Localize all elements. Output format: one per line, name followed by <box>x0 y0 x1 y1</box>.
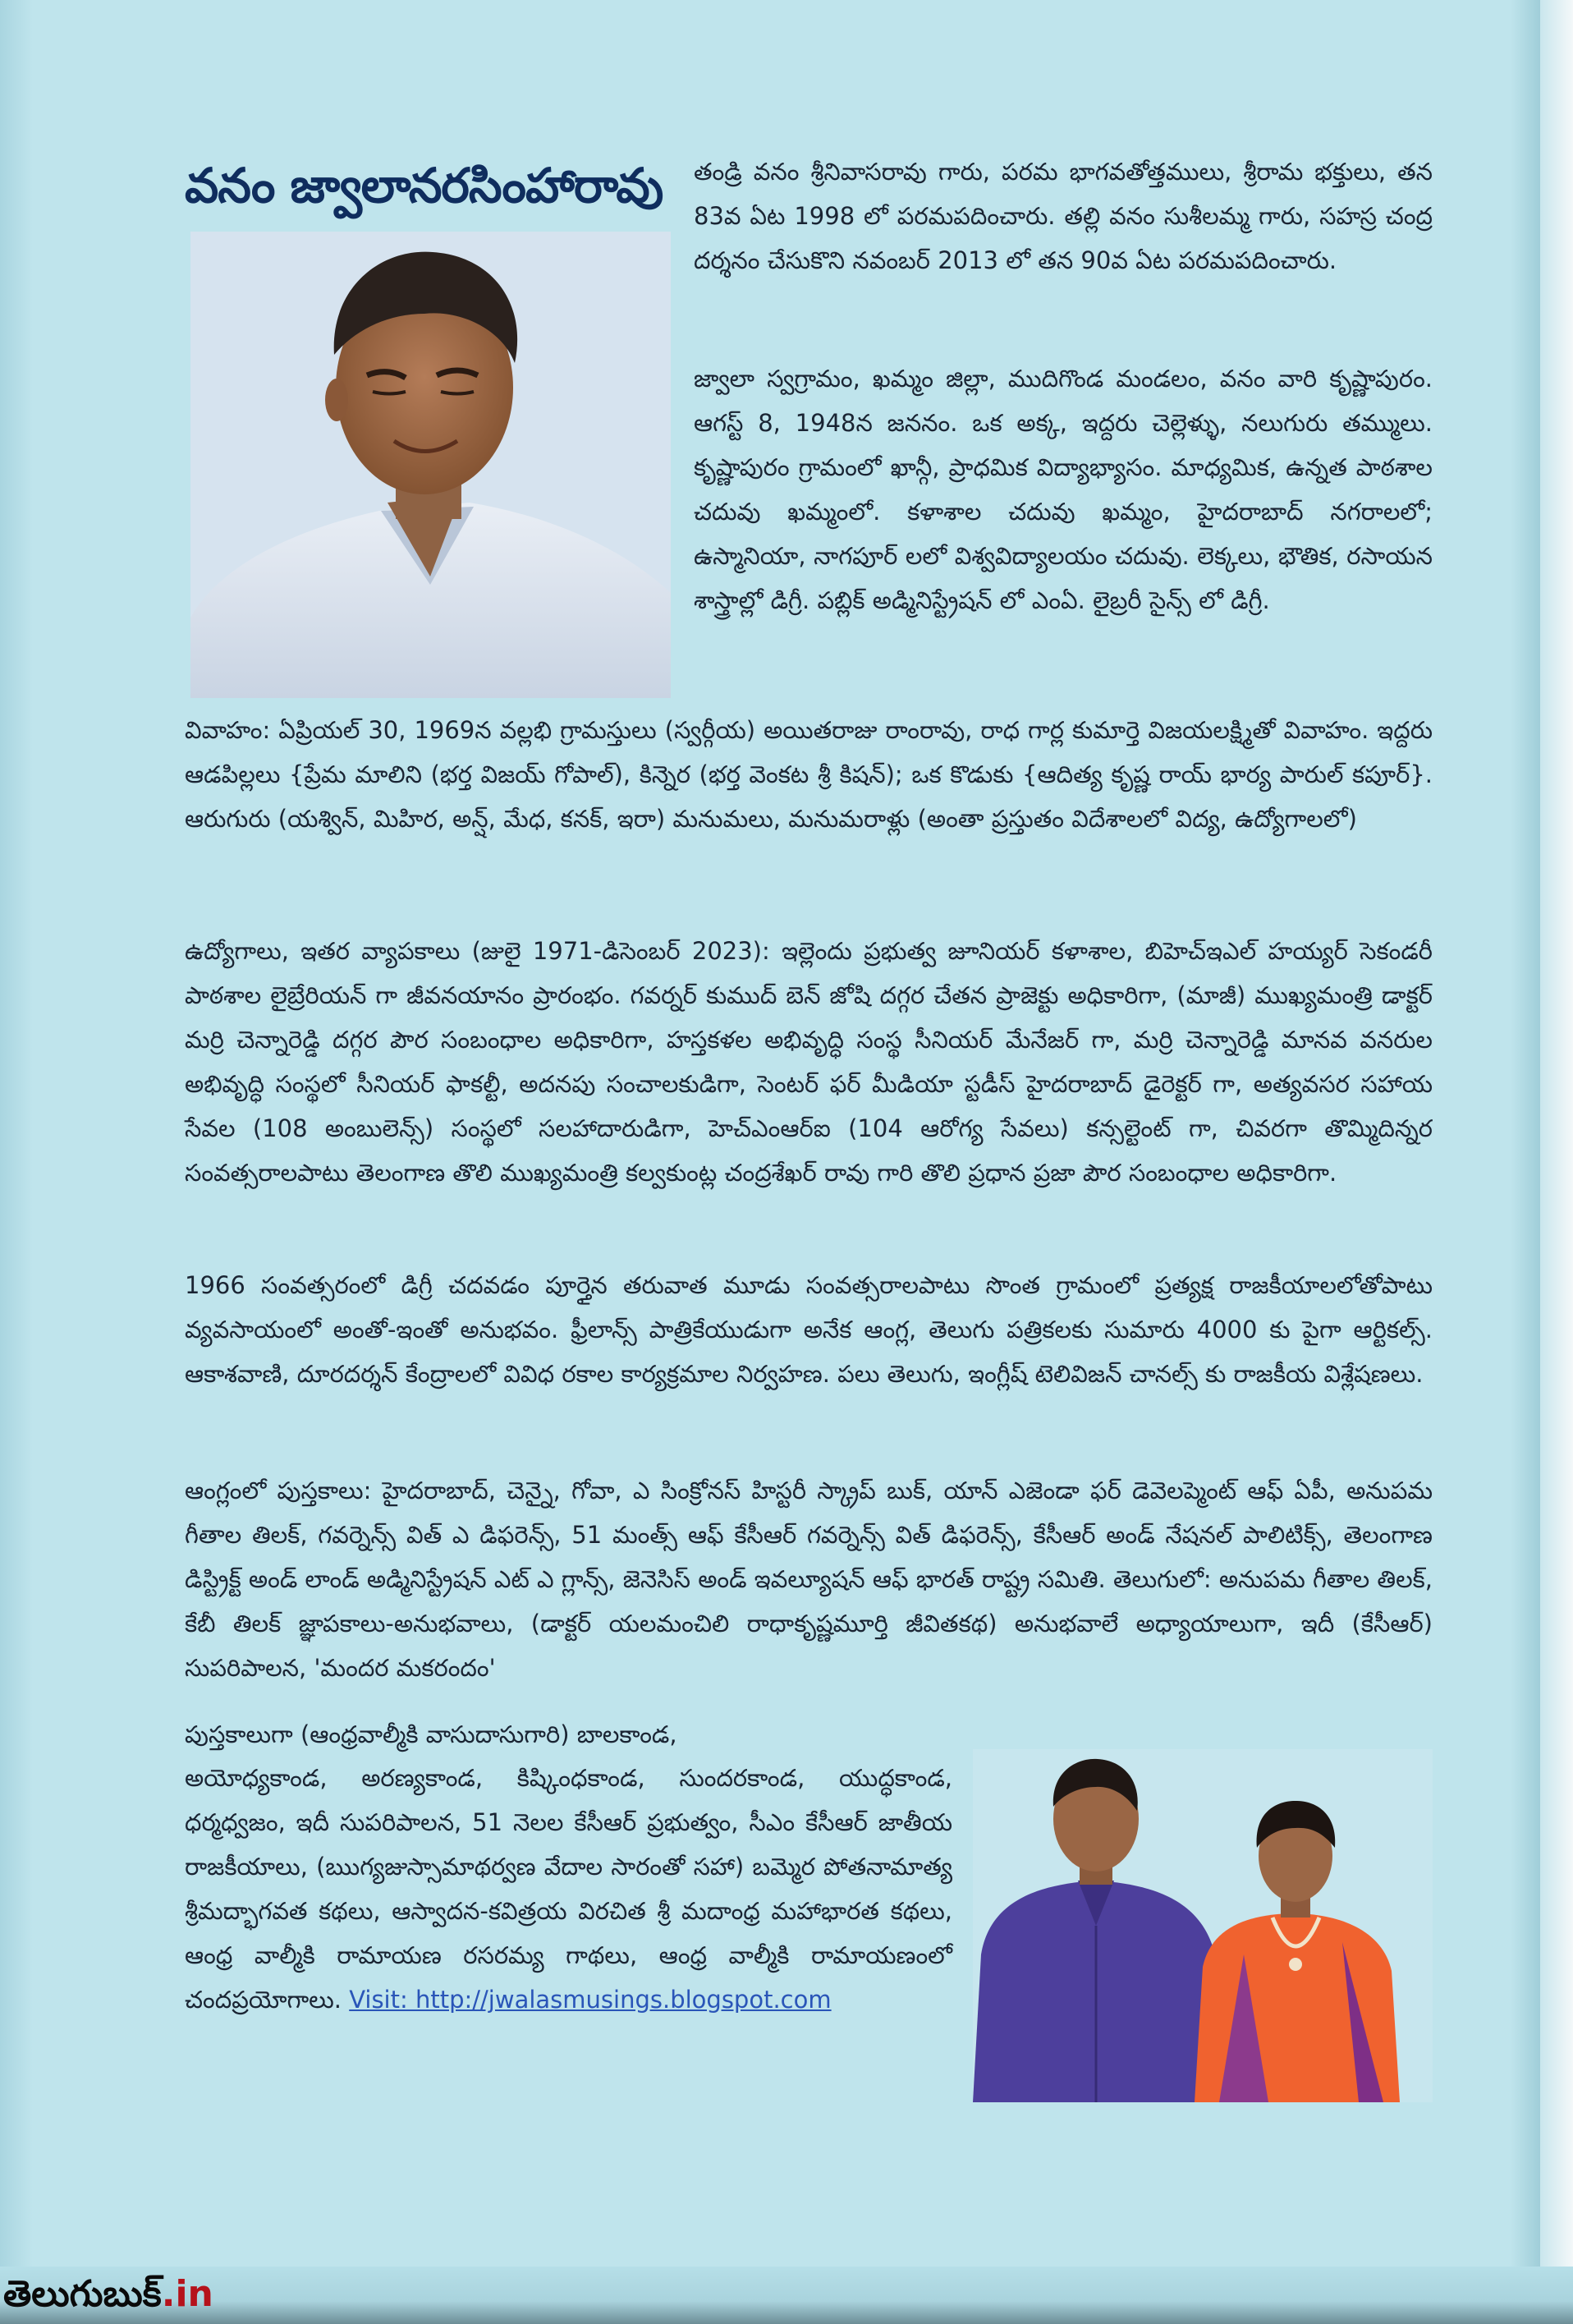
bio-paragraph-journalism: 1966 సంవత్సరంలో డిగ్రీ చదవడం పూర్తైన తరువాత మూడు సంవత్సరాలపాటు సొంత గ్రామంలో ప్రత్యక్ష రాజకీయాలలోతోపాటు వ్యవసాయంలో అంతో-ఇంతో అనుభవం. ఫ్రీలాన్స్ పాత్రికేయుడుగా అనేక ఆంగ్ల, తెలుగు పత్రికలకు సుమారు 4000 కు పైగా ఆర్టికల్స్. ఆకాశవాణి, దూరదర్శన్ కేంద్రాలలో వివిధ రకాల కార్యక్రమాల నిర్వహణ. పలు తెలుగు, ఇంగ్లీష్ టెలివిజన్ చానల్స్ కు రాజకీయ విశ్లేషణలు. <box>185 1271 1433 1388</box>
bio-paragraph-birth-education: జ్వాలా స్వగ్రామం, ఖమ్మం జిల్లా, ముదిగొండ మండలం, వనం వారి కృష్ణాపురం. ఆగస్ట్ 8, 1948న జననం. ఒక అక్క, ఇద్దరు చెల్లెళ్ళు, నలుగురు తమ్ములు. కృష్ణాపురం గ్రామంలో ఖాన్గీ, ప్రాధమిక విద్యాభ్యాసం. మాధ్యమిక, ఉన్నత పాఠశాల చదువు ఖమ్మంలో. కళాశాల చదువు ఖమ్మం, హైదరాబాద్ నగరాలలో; ఉస్మానియా, నాగపూర్ లలో విశ్వవిద్యాలయం చదువు. లెక్కలు, భౌతిక, రసాయన శాస్త్రాల్లో డిగ్రీ. పబ్లిక్ అడ్మినిస్ట్రేషన్ లో ఎంఏ. లైబ్రరీ సైన్స్ లో డిగ్రీ. <box>694 365 1433 614</box>
bio-paragraph-books: ఆంగ్లంలో పుస్తకాలు: హైదరాబాద్, చెన్నై, గోవా, ఎ సింక్రోనస్ హిస్టరీ స్క్రాప్ బుక్, యాన్ ఎజెండా ఫర్ డెవెలప్మెంట్ ఆఫ్ ఏపీ, అనుపమ గీతాల తిలక్, గవర్నెన్స్ విత్ ఎ డిఫరెన్స్, 51 మంత్స్ ఆఫ్ కేసీఆర్ గవర్నెన్స్ విత్ డిఫరెన్స్, కేసీఆర్ అండ్ నేషనల్ పాలిటిక్స్, తెలంగాణ డిస్ట్రిక్ట్ అండ్ లాండ్ అడ్మినిస్ట్రేషన్ ఎట్ ఎ గ్లాన్స్, జెనెసిస్ అండ్ ఇవల్యూషన్ ఆఫ్ భారత్ రాష్ట్ర సమితి. తెలుగులో: అనుపమ గీతాల తిలక్, కేబీ తిలక్ జ్ఞాపకాలు-అనుభవాలు, (డాక్టర్ యలమంచిలి రాధాకృష్ణమూర్తి జీవితకథ) అనుభవాలే అధ్యాయాలుగా, ఇదీ (కేసీఆర్) సుపరిపాలన, 'మందర మకరందం' <box>185 1477 1433 1682</box>
couple-photo-illustration <box>973 1749 1433 2102</box>
bio-paragraph-books-continued: పుస్తకాలుగా (ఆంధ్రవాల్మీకి వాసుదాసుగారి) బాలకాండ, <box>185 1720 677 1748</box>
bottom-band <box>0 2267 1573 2324</box>
watermark-domain: .in <box>161 2273 213 2315</box>
site-watermark-logo <box>3 2270 213 2319</box>
author-portrait-illustration <box>190 232 671 698</box>
couple-photo <box>973 1749 1433 2102</box>
author-name: వనం జ్వాలానరసింహారావు <box>185 158 663 214</box>
books-list-text: అయోధ్యకాండ, అరణ్యకాండ, కిష్కింధకాండ, సుందరకాండ, యుద్ధకాండ, ధర్మధ్వజం, ఇదీ సుపరిపాలన, 51 నెలల కేసీఆర్ ప్రభుత్వం, సీఎం కేసీఆర్ జాతీయ రాజకీయాలు, (ఋగ్యజుస్సామాథర్వణ వేదాల సారంతో సహా) బమ్మెర పోతనామాత్య శ్రీమద్భాగవత కథలు, ఆస్వాదన-కవిత్రయ విరచిత శ్రీ మదాంధ్ర మహాభారత కథలు, ఆంధ్ర వాల్మీకి రామాయణ రసరమ్య గాథలు, ఆంధ్ర వాల్మీకి రామాయణంలో చందప్రయోగాలు. <box>185 1764 952 2014</box>
watermark-text: తెలుగుబుక్ <box>3 2273 162 2315</box>
bio-paragraph-parents: తండ్రి వనం శ్రీనివాసరావు గారు, పరమ భాగవతోత్తములు, శ్రీరామ భక్తులు, తన 83వ ఏట 1998 లో పరమపదించారు. తల్లి వనం సుశీలమ్మ గారు, సహస్ర చంద్ర దర్శనం చేసుకొని నవంబర్ 2013 లో తన 90వ ఏట పరమపదించారు. <box>694 158 1433 274</box>
bio-paragraph-books-list <box>185 1756 952 2022</box>
cover-edge <box>1540 0 1573 2324</box>
bio-paragraph-marriage-family: వివాహం: ఏప్రియల్ 30, 1969న వల్లభి గ్రామస్తులు (స్వర్గీయ) అయితరాజు రాంరావు, రాధ గార్ల కుమార్తె విజయలక్ష్మితో వివాహం. ఇద్దరు ఆడపిల్లలు {ప్రేమ మాలిని (భర్త విజయ్ గోపాల్), కిన్నెర (భర్త వెంకట శ్రీ కిషన్); ఒక కొడుకు {ఆదిత్య కృష్ణ రాయ్ భార్య పారుల్ కపూర్}. ఆరుగురు (యశ్విన్, మిహిర, అన్ష్, మేధ, కనక్, ఇరా) మనుమలు, మనుమరాళ్లు (అంతా ప్రస్తుతం విదేశాలలో విద్య, ఉద్యోగాలలో) <box>185 716 1433 833</box>
bio-paragraph-career: ఉద్యోగాలు, ఇతర వ్యాపకాలు (జులై 1971-డిసెంబర్ 2023): ఇల్లెందు ప్రభుత్వ జూనియర్ కళాశాల, బిహెచ్ఇఎల్ హయ్యర్ సెకండరీ పాఠశాల లైబ్రేరియన్ గా జీవనయానం ప్రారంభం. గవర్నర్ కుముద్ బెన్ జోషి దగ్గర చేతన ప్రాజెక్టు అధికారిగా, (మాజీ) ముఖ్యమంత్రి డాక్టర్ మర్రి చెన్నారెడ్డి దగ్గర పౌర సంబంధాల అధికారిగా, హస్తకళల అభివృద్ధి సంస్థ సీనియర్ మేనేజర్ గా, మర్రి చెన్నారెడ్డి మానవ వనరుల అభివృద్ధి సంస్థలో సీనియర్ ఫాకల్టీ, అదనపు సంచాలకుడిగా, సెంటర్ ఫర్ మీడియా స్టడీస్ హైదరాబాద్ డైరెక్టర్ గా, అత్యవసర సహాయ సేవల (108 అంబులెన్స్) సంస్థలో సలహాదారుడిగా, హెచ్ఎంఆర్ఐ (104 ఆరోగ్య సేవలు) కన్సల్టెంట్ గా, చివరగా తొమ్మిదిన్నర సంవత్సరాలపాటు తెలంగాణ తొలి ముఖ్యమంత్రి కల్వకుంట్ల చంద్రశేఖర్ రావు గారి తొలి ప్రధాన ప్రజా పౌర సంబంధాల అధికారిగా. <box>185 937 1433 1187</box>
author-portrait <box>190 232 671 698</box>
blog-link[interactable]: Visit: http://jwalasmusings.blogspot.com <box>349 1986 832 2014</box>
